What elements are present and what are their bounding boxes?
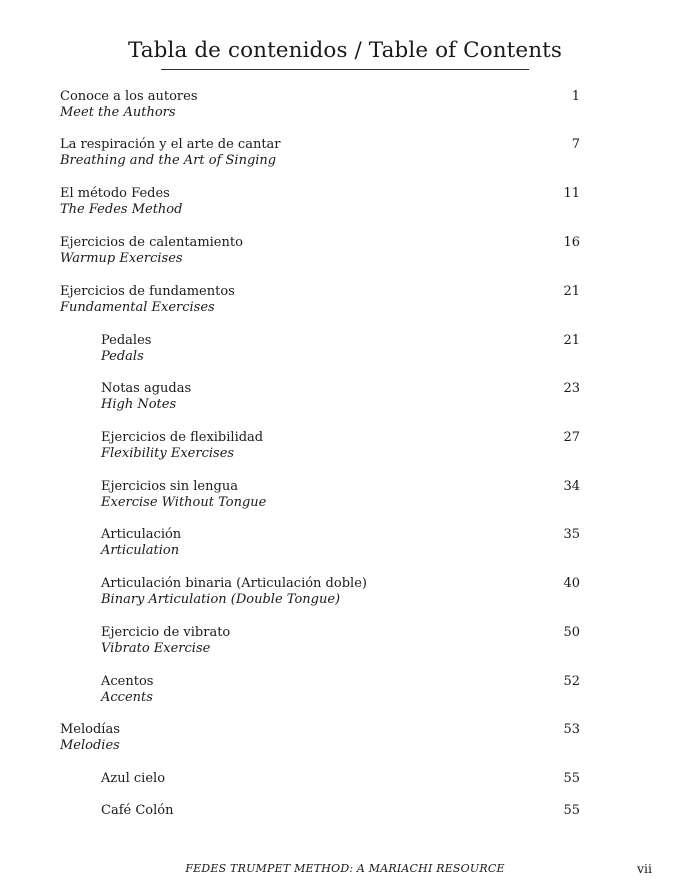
toc-entry-page-number: 35 bbox=[563, 527, 580, 542]
toc-entry-binary-articulation[interactable] bbox=[101, 576, 580, 608]
toc-entry-spanish: Articulación binaria (Articulación doble) bbox=[101, 576, 367, 591]
toc-entry-spanish: Pedales bbox=[101, 333, 152, 348]
toc-entry-spanish: Melodías bbox=[60, 722, 120, 737]
toc-entry-english: Melodies bbox=[60, 738, 120, 753]
toc-entry-english: Articulation bbox=[101, 543, 180, 558]
toc-entry-english: Exercise Without Tongue bbox=[101, 495, 267, 510]
toc-entry-english: Pedals bbox=[101, 349, 144, 364]
running-footer: FEDES TRUMPET METHOD: A MARIACHI RESOURCE bbox=[185, 862, 505, 875]
toc-entry-warmup[interactable] bbox=[60, 235, 580, 267]
toc-entry-spanish: Acentos bbox=[101, 674, 154, 689]
toc-entry-azul-cielo[interactable] bbox=[101, 771, 580, 787]
toc-entry-page-number: 34 bbox=[563, 479, 580, 494]
toc-entry-spanish: Ejercicios de fundamentos bbox=[60, 284, 235, 299]
toc-entry-page-number: 55 bbox=[563, 803, 580, 818]
toc-entry-articulation[interactable] bbox=[101, 527, 580, 559]
toc-entry-page-number: 21 bbox=[563, 284, 580, 299]
toc-entry-flexibility[interactable] bbox=[101, 430, 580, 462]
toc-entry-pedals[interactable] bbox=[101, 333, 580, 365]
toc-entry-english: High Notes bbox=[101, 397, 177, 412]
toc-entry-spanish: La respiración y el arte de cantar bbox=[60, 137, 281, 152]
toc-entry-page-number: 27 bbox=[563, 430, 580, 445]
toc-entry-page-number: 21 bbox=[563, 333, 580, 348]
toc-entry-page-number: 7 bbox=[571, 137, 580, 152]
toc-entry-meet-authors[interactable] bbox=[60, 89, 580, 121]
toc-entry-page-number: 23 bbox=[563, 381, 580, 396]
toc-entry-spanish: El método Fedes bbox=[60, 186, 170, 201]
toc-entry-page-number: 52 bbox=[563, 674, 580, 689]
toc-entry-spanish: Ejercicios de flexibilidad bbox=[101, 430, 264, 445]
toc-entry-english: Meet the Authors bbox=[60, 105, 176, 120]
toc-entry-english: Flexibility Exercises bbox=[101, 446, 235, 461]
toc-entry-breathing[interactable] bbox=[60, 137, 580, 169]
toc-entry-page-number: 16 bbox=[563, 235, 580, 250]
toc-entry-spanish: Ejercicios de calentamiento bbox=[60, 235, 243, 250]
toc-entry-spanish: Ejercicio de vibrato bbox=[101, 625, 231, 640]
toc-entry-spanish: Ejercicios sin lengua bbox=[101, 479, 238, 494]
page-folio: vii bbox=[636, 861, 652, 876]
toc-entry-page-number: 40 bbox=[563, 576, 580, 591]
toc-entry-page-number: 53 bbox=[563, 722, 580, 737]
toc-entry-fedes-method[interactable] bbox=[60, 186, 580, 218]
toc-entry-melodies[interactable] bbox=[60, 722, 580, 754]
toc-entry-english: Vibrato Exercise bbox=[101, 641, 211, 656]
toc-entry-english: Breathing and the Art of Singing bbox=[60, 153, 277, 168]
toc-entry-fundamentals[interactable] bbox=[60, 284, 580, 316]
page-title: Tabla de contenidos / Table of Contents bbox=[127, 38, 563, 63]
toc-entry-spanish: Conoce a los autores bbox=[60, 89, 198, 104]
toc-entry-english: Fundamental Exercises bbox=[60, 300, 215, 315]
toc-entry-cafe-colon[interactable] bbox=[101, 803, 580, 819]
toc-entry-spanish: Azul cielo bbox=[101, 771, 166, 786]
toc-entry-english: Accents bbox=[101, 690, 153, 705]
toc-entry-spanish: Notas agudas bbox=[101, 381, 192, 396]
toc-entry-spanish: Articulación bbox=[101, 527, 182, 542]
toc-entry-spanish: Café Colón bbox=[101, 803, 174, 818]
toc-entry-vibrato[interactable] bbox=[101, 625, 580, 657]
toc-entry-english: Warmup Exercises bbox=[60, 251, 183, 266]
toc-entry-page-number: 1 bbox=[571, 89, 580, 104]
title-underline bbox=[161, 69, 529, 70]
toc-entry-without-tongue[interactable] bbox=[101, 479, 580, 511]
toc-entry-page-number: 11 bbox=[563, 186, 580, 201]
toc-entry-page-number: 55 bbox=[563, 771, 580, 786]
toc-entry-accents[interactable] bbox=[101, 674, 580, 706]
toc-entry-high-notes[interactable] bbox=[101, 381, 580, 413]
toc-entry-english: The Fedes Method bbox=[60, 202, 183, 217]
toc-entry-page-number: 50 bbox=[563, 625, 580, 640]
toc-entry-english: Binary Articulation (Double Tongue) bbox=[101, 592, 341, 607]
